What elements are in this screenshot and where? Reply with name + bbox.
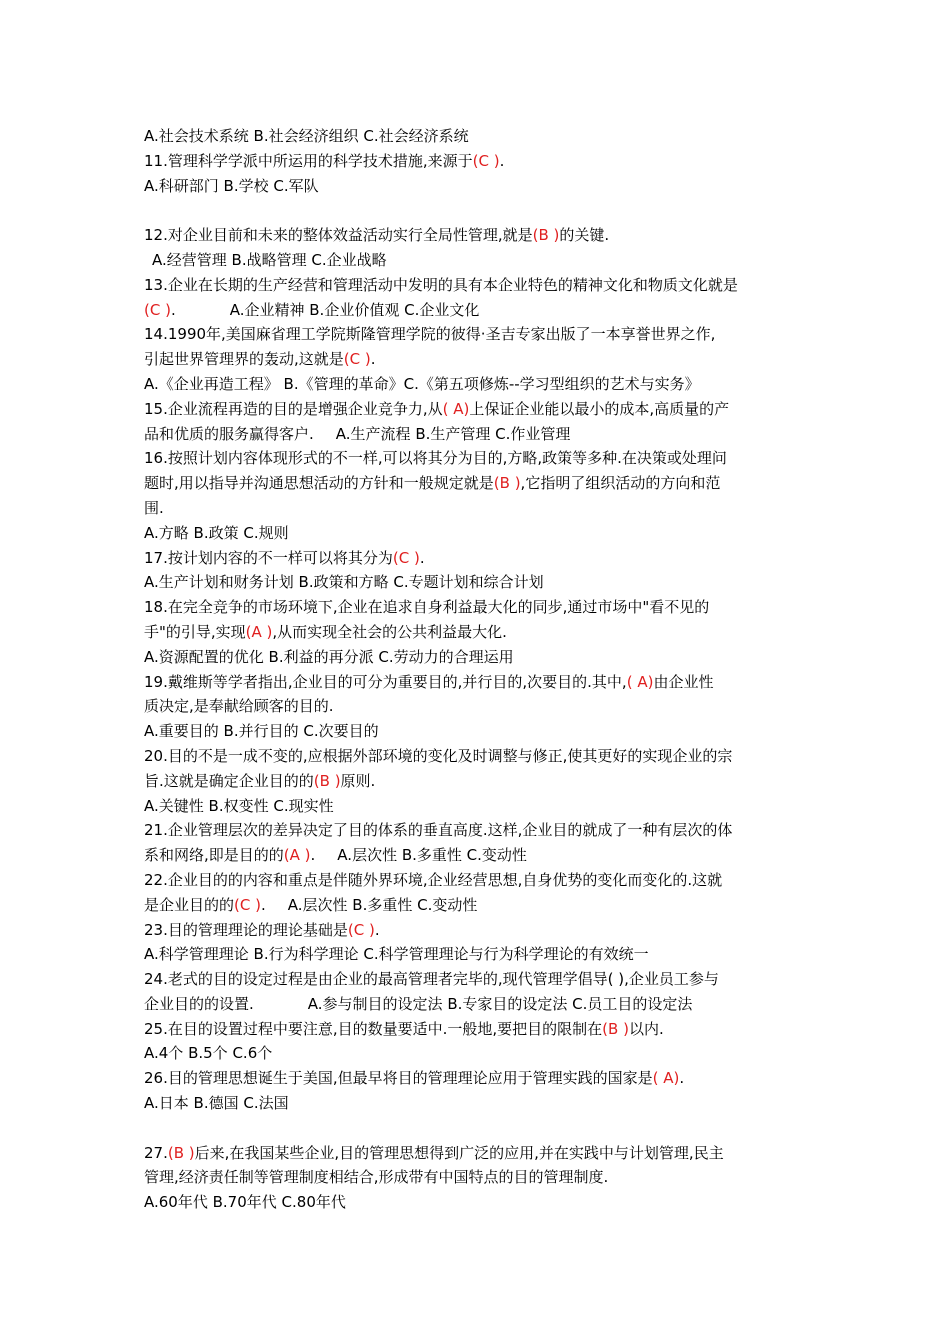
question-text: 11.管理科学学派中所运用的科学技术措施,来源于: [144, 151, 473, 170]
answer-mark: (B ): [493, 474, 521, 493]
line-text: 16.按照计划内容体现形式的不一样,可以将其分为目的,方略,政策等多种.在决策或处理问: [144, 449, 727, 468]
document-page: [144, 124, 809, 1215]
text-line: [144, 347, 809, 372]
question-text: 12.对企业目前和未来的整体效益活动实行全局性管理,就是: [144, 226, 533, 245]
question-text: 17.按计划内容的不一样可以将其分为: [144, 548, 393, 567]
text-line: [144, 744, 809, 769]
question-text: 27.: [144, 1143, 168, 1162]
options-text: A.企业精神 B.企业价值观 C.企业文化: [229, 300, 480, 319]
text-line: [144, 620, 809, 645]
question-text-tail: .: [419, 548, 425, 567]
line-text: A.方略 B.政策 C.规则: [144, 523, 289, 542]
question-text-tail: ,它指明了组织活动的方向和范: [520, 474, 721, 493]
text-line: [144, 124, 809, 149]
line-text: A.经营管理 B.战略管理 C.企业战略: [152, 250, 387, 269]
line-text: A.社会技术系统 B.社会经济组织 C.社会经济系统: [144, 127, 469, 145]
question-text: 19.戴维斯等学者指出,企业目的可分为重要目的,并行目的,次要目的.其中,: [144, 672, 627, 691]
line-text: A.日本 B.德国 C.法国: [144, 1094, 289, 1113]
line-text: 管理,经济责任制等管理制度相结合,形成带有中国特点的目的管理制度.: [144, 1168, 609, 1187]
text-line: [144, 992, 809, 1017]
line-text: A.生产计划和财务计划 B.政策和方略 C.专题计划和综合计划: [144, 573, 544, 592]
line-text: A.关键性 B.权变性 C.现实性: [144, 796, 334, 815]
options-text: A.生产流程 B.生产管理 C.作业管理: [335, 424, 571, 443]
question-text-tail: 上保证企业能以最小的成本,高质量的产: [469, 399, 730, 418]
line-text: 企业目的的设置.: [144, 994, 254, 1013]
text-line: [144, 1190, 809, 1215]
question-text-tail: .: [260, 895, 266, 914]
question-text: 26.目的管理思想诞生于美国,但最早将目的管理理论应用于管理实践的国家是: [144, 1069, 653, 1088]
text-line: [144, 546, 809, 571]
text-line: [144, 719, 809, 744]
line-text: 24.老式的目的设定过程是由企业的最高管理者完毕的,现代管理学倡导( ),企业员工参与: [144, 970, 719, 989]
question-text-tail: 的关键.: [559, 226, 610, 245]
options-text: A.层次性 B.多重性 C.变动性: [337, 846, 527, 865]
answer-mark: ( A): [626, 672, 654, 691]
question-text-tail: .: [679, 1069, 685, 1088]
question-text-tail: 后来,在我国某些企业,目的管理思想得到广泛的应用,并在实践中与计划管理,民主: [194, 1143, 724, 1162]
text-line: [144, 397, 809, 422]
text-line: [144, 273, 809, 298]
options-text: A.参与制目的设定法 B.专家目的设定法 C.员工目的设定法: [307, 994, 693, 1013]
text-line: [144, 595, 809, 620]
text-line: [144, 521, 809, 546]
text-line: [144, 298, 809, 323]
text-line: [144, 1066, 809, 1091]
question-text-tail: .: [370, 350, 376, 369]
text-line: [144, 149, 809, 174]
text-line: [144, 918, 809, 943]
text-line: [144, 446, 809, 471]
line-text: A.重要目的 B.并行目的 C.次要目的: [144, 722, 379, 741]
text-line: [144, 967, 809, 992]
text-line: [144, 818, 809, 843]
text-line: [144, 248, 809, 273]
question-text-tail: .: [310, 846, 316, 865]
answer-mark: ( A): [442, 399, 470, 418]
text-line: [144, 942, 809, 967]
answer-mark: (C ): [343, 350, 371, 369]
line-text: 20.目的不是一成不变的,应根据外部环境的变化及时调整与修正,使其更好的实现企业的宗: [144, 746, 733, 765]
question-text-tail: 以内.: [628, 1019, 664, 1038]
line-text: 围.: [144, 498, 164, 517]
question-text-tail: ,从而实现全社会的公共利益最大化.: [272, 622, 507, 641]
question-text: 系和网络,即是目的的: [144, 846, 284, 865]
text-line: [144, 570, 809, 595]
text-line: [144, 223, 809, 248]
line-text: 品和优质的服务赢得客户.: [144, 424, 314, 443]
answer-mark: (B ): [532, 226, 560, 245]
answer-mark: (B ): [602, 1019, 629, 1038]
text-line: [144, 422, 809, 447]
text-line: [144, 670, 809, 695]
question-text: 23.目的管理理论的理论基础是: [144, 920, 348, 939]
answer-mark: (B ): [313, 771, 341, 790]
text-line: [144, 843, 809, 868]
question-text: 手"的引导,实现: [144, 622, 246, 641]
text-line: [144, 769, 809, 794]
line-text: A.科学管理理论 B.行为科学理论 C.科学管理理论与行为科学理论的有效统一: [144, 945, 649, 964]
options-text: A.层次性 B.多重性 C.变动性: [287, 895, 478, 914]
question-text-tail: 由企业性: [653, 672, 714, 691]
text-line: [144, 322, 809, 347]
question-text-tail: .: [170, 300, 176, 319]
text-line: [144, 1141, 809, 1166]
text-line: [144, 496, 809, 521]
line-text: A.《企业再造工程》 B.《管理的革命》C.《第五项修炼--学习型组织的艺术与实务》: [144, 374, 700, 393]
answer-mark: (B ): [167, 1143, 195, 1162]
answer-mark: (C ): [392, 548, 420, 567]
line-text: A.科研部门 B.学校 C.军队: [144, 176, 319, 195]
question-text-tail: .: [374, 920, 380, 939]
line-text: 质决定,是奉献给顾客的目的.: [144, 697, 334, 716]
text-line: [144, 471, 809, 496]
line-text: A.4个 B.5个 C.6个: [144, 1044, 273, 1063]
blank-line: [144, 1116, 809, 1141]
line-text: 21.企业管理层次的差异决定了目的体系的垂直高度.这样,企业目的就成了一种有层次的体: [144, 821, 733, 840]
answer-mark: (C ): [347, 920, 375, 939]
answer-mark: (A ): [245, 622, 273, 641]
question-text-tail: .: [499, 151, 505, 170]
question-text: 15.企业流程再造的目的是增强企业竞争力,从: [144, 399, 443, 418]
line-text: 14.1990年,美国麻省理工学院斯隆管理学院的彼得·圣吉专家出版了一本享誉世界之作,: [144, 325, 716, 344]
answer-mark: (C ): [144, 300, 171, 319]
text-line: [144, 1041, 809, 1066]
text-line: [144, 1165, 809, 1190]
question-text: 引起世界管理界的轰动,这就是: [144, 350, 344, 369]
answer-mark: (C ): [234, 895, 261, 914]
text-line: [144, 1017, 809, 1042]
question-text: 旨.这就是确定企业目的的: [144, 771, 314, 790]
text-line: [144, 372, 809, 397]
question-text: 25.在目的设置过程中要注意,目的数量要适中.一般地,要把目的限制在: [144, 1019, 603, 1038]
answer-mark: ( A): [652, 1069, 680, 1088]
line-text: 18.在完全竞争的市场环境下,企业在追求自身利益最大化的同步,通过市场中"看不见的: [144, 598, 710, 617]
text-line: [144, 1091, 809, 1116]
answer-mark: (C ): [472, 151, 500, 170]
question-text: 是企业目的的: [144, 895, 235, 914]
text-line: [144, 868, 809, 893]
answer-mark: (A ): [283, 846, 311, 865]
text-line: [144, 694, 809, 719]
question-text-tail: 原则.: [340, 771, 376, 790]
text-line: [144, 794, 809, 819]
blank-line: [144, 198, 809, 223]
line-text: 22.企业目的的内容和重点是伴随外界环境,企业经营思想,自身优势的变化而变化的.这就: [144, 870, 723, 889]
line-text: 13.企业在长期的生产经营和管理活动中发明的具有本企业特色的精神文化和物质文化就是: [144, 275, 738, 294]
line-text: A.60年代 B.70年代 C.80年代: [144, 1193, 346, 1212]
text-line: [144, 174, 809, 199]
line-text: A.资源配置的优化 B.利益的再分派 C.劳动力的合理运用: [144, 647, 514, 666]
question-text: 题时,用以指导并沟通思想活动的方针和一般规定就是: [144, 474, 494, 493]
text-line: [144, 645, 809, 670]
text-line: [144, 893, 809, 918]
